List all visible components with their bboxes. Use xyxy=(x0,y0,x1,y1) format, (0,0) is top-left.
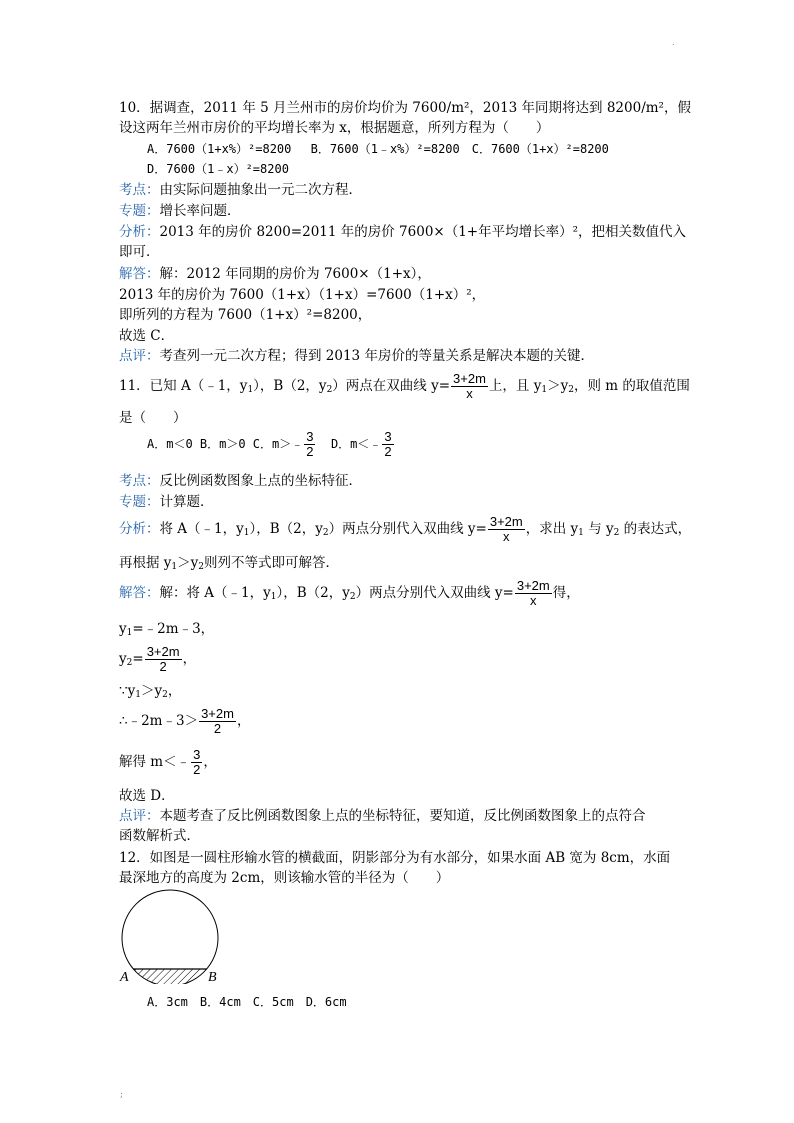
fraction-denominator: 2 xyxy=(193,762,201,777)
sub: 1 xyxy=(126,628,133,638)
sub: 1 xyxy=(135,690,141,700)
q11-solve xyxy=(119,748,217,777)
because-b: ＞y xyxy=(140,683,163,699)
fraction xyxy=(451,372,488,401)
q11-fenxi2-b: ＞y xyxy=(177,555,199,571)
q11-because xyxy=(119,681,181,705)
y1-expr: =﹣2m﹣3， xyxy=(132,621,215,637)
therefore-b: ， xyxy=(236,713,251,729)
kaodian-text: 由实际问题抽象出一元二次方程． xyxy=(159,182,362,198)
q10-jieda xyxy=(119,264,431,284)
q11-y2 xyxy=(119,645,196,674)
q10-line1: 10．据调查，2011 年 5 月兰州市的房价均价为 7600/m²，2013 年同期将达到 8200/m²，假 xyxy=(119,100,691,116)
sub: 1 xyxy=(541,385,548,395)
fraction-denominator: 2 xyxy=(384,444,392,459)
sub: 2 xyxy=(198,562,205,572)
y2-end: ， xyxy=(182,651,197,667)
kaodian-label: 考点： xyxy=(119,182,160,198)
point-b-label: B xyxy=(208,970,217,984)
fraction-numerator: 3 xyxy=(193,747,201,762)
sub: 2 xyxy=(349,592,356,602)
q10-fenxi-cont: 即可． xyxy=(119,244,160,260)
zhuanti-text: 增长率问题． xyxy=(159,203,241,219)
fraction-denominator: x xyxy=(503,529,510,544)
q11-fenxi2-c: 则列不等式即可解答． xyxy=(204,555,340,571)
fraction xyxy=(304,430,315,459)
corner-mark-top: . xyxy=(672,38,675,48)
q11-fenxi-c: ）两点分别代入双曲线 y= xyxy=(328,521,487,537)
fraction-denominator: 2 xyxy=(213,721,222,736)
solve-b: ， xyxy=(203,754,217,770)
kaodian-text: 反比例函数图象上点的坐标特征． xyxy=(159,473,362,489)
q11-fenxi-d: ，求出 y xyxy=(525,521,579,537)
q11-fenxi xyxy=(119,515,691,544)
q11-stem-c: ）两点在双曲线 y= xyxy=(332,378,451,394)
q11-stem-2: 是（ ） xyxy=(119,410,187,426)
fraction-denominator: 2 xyxy=(159,659,167,674)
dianping-text: 考查列一元二次方程；得到 2013 年房价的等量关系是解决本题的关键． xyxy=(159,348,594,364)
zhuanti-label: 专题： xyxy=(119,494,160,510)
corner-mark-bottom: ; xyxy=(120,1090,124,1100)
fraction-numerator: 3 xyxy=(306,429,314,444)
q10-fenxi xyxy=(119,222,686,242)
jieda-label: 解答： xyxy=(119,266,160,282)
q11-choose: 故选 D． xyxy=(119,788,175,804)
fraction-denominator: x xyxy=(466,386,473,401)
q11-fenxi-a: 将 A（﹣1，y xyxy=(159,521,244,537)
q11-y1 xyxy=(119,619,214,643)
fraction-numerator: 3+2m xyxy=(453,371,486,386)
q11-stem-b: ），B（2，y xyxy=(253,378,327,394)
q11-dianping-cont: 函数解析式． xyxy=(119,828,200,844)
fraction-numerator: 3 xyxy=(384,429,392,444)
y2-eq: = xyxy=(132,651,144,667)
fraction xyxy=(191,748,202,777)
sub: 2 xyxy=(126,658,133,668)
fraction xyxy=(515,579,552,608)
q11-opt-b: D．m＜﹣ xyxy=(330,437,382,451)
fenxi-text: 2013 年的房价 8200=2011 年的房价 7600×（1+年平均增长率）²，把相关数值代入 xyxy=(159,224,687,240)
q10-zhuanti xyxy=(119,201,241,221)
fraction xyxy=(145,645,182,674)
sub: 1 xyxy=(578,528,584,538)
sub: 1 xyxy=(243,528,250,538)
dianping-label: 点评： xyxy=(119,808,160,824)
q11-zhuanti xyxy=(119,492,214,512)
sub: 1 xyxy=(247,385,254,395)
q11-jieda1-a: 解：将 A（﹣1，y xyxy=(159,585,271,601)
y2-var: y xyxy=(119,651,127,667)
q10-dianping xyxy=(119,346,594,366)
q10-kaodian xyxy=(119,180,362,200)
q11-stem-a: 11．已知 A（﹣1，y xyxy=(119,378,248,394)
q11-jieda xyxy=(119,579,580,608)
because-c: ， xyxy=(167,683,182,699)
q11-fenxi-f: 的表达式， xyxy=(619,521,692,537)
dianping-label: 点评： xyxy=(119,348,160,364)
q12-line2: 最深地方的高度为 2cm，则该输水管的半径为（ ） xyxy=(119,870,450,886)
fenxi-label: 分析： xyxy=(119,224,160,240)
because-a: ∵y xyxy=(119,683,136,699)
sub: 2 xyxy=(162,690,168,700)
q10-options-2: D．7600（1﹣x）²=8200 xyxy=(147,162,289,176)
y1-var: y xyxy=(119,621,127,637)
fraction xyxy=(488,515,525,544)
kaodian-label: 考点： xyxy=(119,473,160,489)
fraction-numerator: 3+2m xyxy=(201,706,234,721)
q10-line2: 设这两年兰州市房价的平均增长率为 x，根据题意，所列方程为（ ） xyxy=(119,120,550,136)
fraction-denominator: x xyxy=(530,593,537,608)
q11-stem-d: 上，且 y xyxy=(488,378,542,394)
sub: 2 xyxy=(326,385,333,395)
sub: 1 xyxy=(171,562,178,572)
sub: 2 xyxy=(322,528,329,538)
jieda-text: 解：2012 年同期的房价为 7600×（1+x）， xyxy=(159,266,431,282)
solve-a: 解得 m＜﹣ xyxy=(119,754,191,770)
q11-jieda1-b: ），B（2，y xyxy=(276,585,350,601)
q11-therefore xyxy=(119,707,250,736)
fraction-numerator: 3+2m xyxy=(146,644,180,659)
therefore-a: ∴﹣2m﹣3＞ xyxy=(119,713,199,729)
jieda-label: 解答： xyxy=(119,585,160,601)
q12-options: A．3cm B．4cm C．5cm D．6cm xyxy=(147,995,347,1009)
q11-options xyxy=(147,430,395,459)
zhuanti-label: 专题： xyxy=(119,203,160,219)
q11-dianping xyxy=(119,806,646,826)
fraction xyxy=(199,707,236,736)
q10-jieda-3: 即所列的方程为 7600（1+x）²=8200， xyxy=(119,307,372,323)
sub: 1 xyxy=(270,592,277,602)
q11-stem-e: ＞y xyxy=(547,378,569,394)
dianping-text: 本题考查了反比例函数图象上点的坐标特征，要知道，反比例函数图象上的点符合 xyxy=(159,808,646,824)
q10-jieda-4: 故选 C． xyxy=(119,328,175,344)
q11-jieda1-d: 得， xyxy=(552,585,580,601)
point-a-label: A xyxy=(120,970,129,984)
q12-line1: 12．如图是一圆柱形输水管的横截面，阴影部分为有水部分，如果水面 AB 宽为 8cm，水面 xyxy=(119,850,671,866)
q11-stem xyxy=(119,372,690,401)
q11-fenxi-cont xyxy=(119,553,339,577)
q11-fenxi-e: 与 y xyxy=(583,521,614,537)
q10-jieda-2: 2013 年的房价为 7600（1+x）（1+x）=7600（1+x）²， xyxy=(119,287,486,303)
sub: 2 xyxy=(568,385,574,395)
pipe-cross-section-figure xyxy=(118,888,230,984)
q11-opt-a: A．m＜0 B．m＞0 C．m＞﹣ xyxy=(147,437,304,451)
q11-jieda1-c: ）两点分别代入双曲线 y= xyxy=(355,585,514,601)
zhuanti-text: 计算题． xyxy=(159,494,214,510)
fraction-numerator: 3+2m xyxy=(489,514,523,529)
sub: 2 xyxy=(613,528,620,538)
fraction-numerator: 3+2m xyxy=(516,578,550,593)
q10-options-1: A．7600（1+x%）²=8200 B．7600（1﹣x%）²=8200 C．7600（1+x）²=8200 xyxy=(147,142,609,156)
q11-fenxi2-a: 再根据 y xyxy=(119,555,172,571)
q11-fenxi-b: ），B（2，y xyxy=(249,521,323,537)
fraction-denominator: 2 xyxy=(306,444,314,459)
q11-stem-f: ，则 m 的取值范围 xyxy=(573,378,690,394)
fraction xyxy=(382,430,393,459)
fenxi-label: 分析： xyxy=(119,521,160,537)
q11-kaodian xyxy=(119,471,362,491)
